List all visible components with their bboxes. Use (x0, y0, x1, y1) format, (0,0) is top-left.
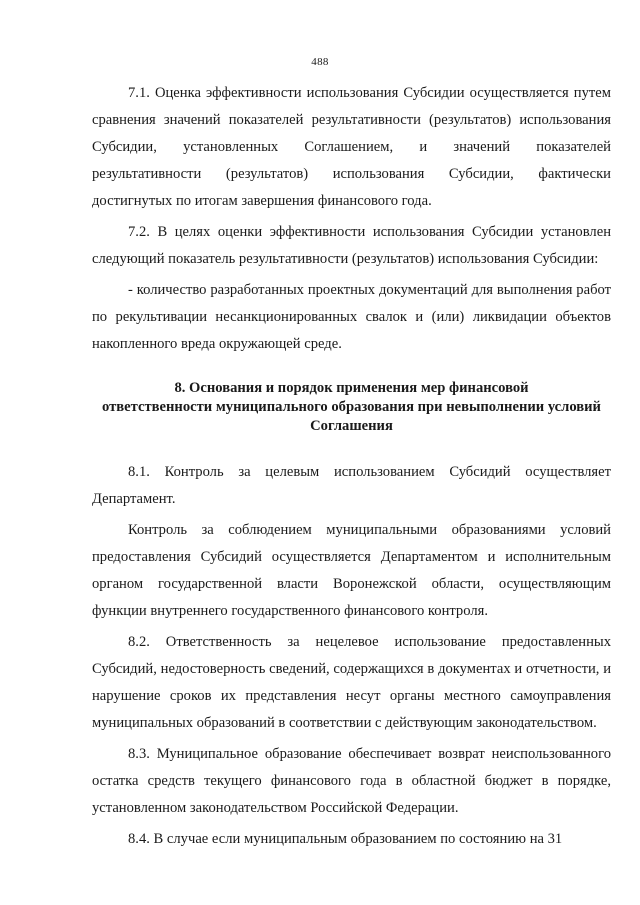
section-title-line-3: Соглашения (310, 418, 393, 434)
section-title-line-2: ответственности муниципального образования при невыполнении условий (102, 399, 601, 415)
paragraph-7-2: 7.2. В целях оценки эффективности использования Субсидии установлен следующий показатель результативности (результатов) использования Субсидии: (92, 224, 611, 267)
paragraph-8-2: 8.2. Ответственность за нецелевое использование предоставленных Субсидий, недостоверность сведений, содержащихся в документах и отчетности, и нарушение сроков их представления несут органы местного самоуправления муниципальных образований в соответствии с действующим законодательством. (92, 634, 611, 731)
paragraph-indicator: - количество разработанных проектных документаций для выполнения работ по рекультивации несанкционированных свалок и (или) ликвидации объектов накопленного вреда окружающей среде. (92, 282, 611, 352)
document-body (92, 80, 611, 853)
paragraph-8-3: 8.3. Муниципальное образование обеспечивает возврат неиспользованного остатка средств текущего финансового года в областной бюджет в порядке, установленном законодательством Российской Федерации. (92, 746, 611, 816)
paragraph-8-1: 8.1. Контроль за целевым использованием Субсидий осуществляет Департамент. (92, 464, 611, 507)
section-title-line-1: 8. Основания и порядок применения мер финансовой (174, 380, 529, 396)
section-8-heading (92, 379, 611, 436)
page-number: 488 (311, 56, 329, 68)
paragraph-7-1: 7.1. Оценка эффективности использования Субсидии осуществляется путем сравнения значений показателей результативности (результатов) использования Субсидии, установленных Соглашением, и значений показателей результативности (результатов) использования Субсидии, фактически достигнутых по итогам завершения финансового года. (92, 85, 611, 209)
paragraph-8-4: 8.4. В случае если муниципальным образованием по состоянию на 31 (128, 831, 563, 847)
paragraph-control: Контроль за соблюдением муниципальными образованиями условий предоставления Субсидий осуществляется Департаментом и исполнительным органом государственной власти Воронежской области, осуществляющим функции внутреннего государственного финансового контроля. (92, 522, 611, 619)
